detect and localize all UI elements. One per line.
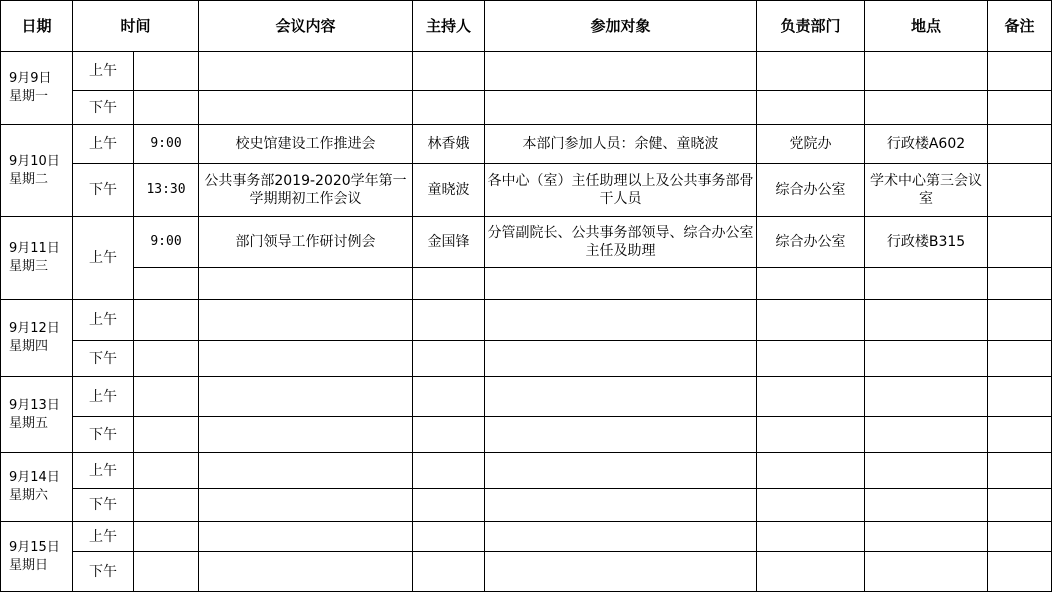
date-cell	[1, 125, 73, 217]
content-cell	[199, 91, 413, 125]
period-am: 上午	[73, 300, 134, 341]
date-cell	[1, 453, 73, 522]
department-cell	[757, 552, 865, 592]
table-row	[1, 489, 1052, 522]
department-cell: 综合办公室	[757, 217, 865, 268]
period-pm: 下午	[73, 489, 134, 522]
time-cell: 9:00	[134, 217, 199, 268]
date-label: 9月13日	[9, 397, 60, 413]
table-row	[1, 417, 1052, 453]
weekday-label: 星期日	[9, 557, 49, 573]
weekday-label: 星期一	[9, 89, 49, 104]
host-cell	[413, 377, 485, 417]
location-cell	[865, 268, 988, 300]
header-time: 时间	[73, 1, 199, 52]
time-cell	[134, 489, 199, 522]
notes-cell	[988, 300, 1052, 341]
table-row	[1, 217, 1052, 268]
table-row	[1, 552, 1052, 592]
weekday-label: 星期六	[9, 488, 49, 503]
host-cell	[413, 52, 485, 91]
participants-cell: 分管副院长、公共事务部领导、综合办公室主任及助理	[485, 217, 757, 268]
table-row	[1, 300, 1052, 341]
date-cell	[1, 300, 73, 377]
period-pm: 下午	[73, 552, 134, 592]
content-cell	[199, 453, 413, 489]
notes-cell	[988, 91, 1052, 125]
host-cell	[413, 522, 485, 552]
weekday-label: 星期三	[9, 259, 49, 274]
header-participants: 参加对象	[485, 1, 757, 52]
time-cell	[134, 522, 199, 552]
time-cell	[134, 453, 199, 489]
header-date: 日期	[1, 1, 73, 52]
location-cell	[865, 453, 988, 489]
content-cell	[199, 417, 413, 453]
host-cell	[413, 268, 485, 300]
department-cell	[757, 341, 865, 377]
weekday-label: 星期二	[9, 171, 49, 187]
participants-cell: 本部门参加人员：余健、童晓波	[485, 125, 757, 164]
content-cell	[199, 300, 413, 341]
host-cell	[413, 300, 485, 341]
period-pm: 下午	[73, 164, 134, 217]
time-cell	[134, 417, 199, 453]
notes-cell	[988, 489, 1052, 522]
period-am: 上午	[73, 377, 134, 417]
department-cell	[757, 268, 865, 300]
date-label: 9月14日	[9, 470, 60, 485]
period-pm: 下午	[73, 91, 134, 125]
table-row	[1, 52, 1052, 91]
date-label: 9月9日	[9, 71, 52, 86]
notes-cell	[988, 217, 1052, 268]
location-cell	[865, 52, 988, 91]
date-label: 9月15日	[9, 539, 60, 555]
table-row	[1, 522, 1052, 552]
content-cell	[199, 489, 413, 522]
host-cell	[413, 417, 485, 453]
host-cell	[413, 341, 485, 377]
table-row	[1, 453, 1052, 489]
department-cell: 综合办公室	[757, 164, 865, 217]
time-cell	[134, 377, 199, 417]
date-cell	[1, 522, 73, 592]
header-department: 负责部门	[757, 1, 865, 52]
date-label: 9月10日	[9, 153, 60, 169]
header-content: 会议内容	[199, 1, 413, 52]
location-cell	[865, 417, 988, 453]
content-cell: 部门领导工作研讨例会	[199, 217, 413, 268]
department-cell	[757, 453, 865, 489]
content-cell	[199, 52, 413, 91]
content-cell	[199, 377, 413, 417]
host-cell: 林香娥	[413, 125, 485, 164]
location-cell	[865, 377, 988, 417]
date-cell	[1, 217, 73, 300]
time-cell: 13:30	[134, 164, 199, 217]
header-notes: 备注	[988, 1, 1052, 52]
header-row	[1, 1, 1052, 52]
notes-cell	[988, 522, 1052, 552]
table-row	[1, 341, 1052, 377]
participants-cell	[485, 52, 757, 91]
location-cell: 行政楼B315	[865, 217, 988, 268]
participants-cell	[485, 522, 757, 552]
participants-cell	[485, 489, 757, 522]
content-cell	[199, 552, 413, 592]
participants-cell	[485, 552, 757, 592]
location-cell	[865, 522, 988, 552]
participants-cell	[485, 377, 757, 417]
time-cell	[134, 552, 199, 592]
location-cell	[865, 341, 988, 377]
content-cell: 校史馆建设工作推进会	[199, 125, 413, 164]
location-cell: 行政楼A602	[865, 125, 988, 164]
period-pm: 下午	[73, 417, 134, 453]
date-cell	[1, 52, 73, 125]
participants-cell	[485, 91, 757, 125]
location-cell	[865, 300, 988, 341]
host-cell	[413, 489, 485, 522]
department-cell	[757, 52, 865, 91]
period-am: 上午	[73, 453, 134, 489]
notes-cell	[988, 377, 1052, 417]
notes-cell	[988, 268, 1052, 300]
department-cell	[757, 91, 865, 125]
notes-cell	[988, 417, 1052, 453]
weekday-label: 星期四	[9, 339, 49, 354]
participants-cell	[485, 268, 757, 300]
host-cell	[413, 552, 485, 592]
location-cell	[865, 91, 988, 125]
date-cell	[1, 377, 73, 453]
participants-cell: 各中心（室）主任助理以上及公共事务部骨干人员	[485, 164, 757, 217]
period-am: 上午	[73, 125, 134, 164]
department-cell	[757, 300, 865, 341]
notes-cell	[988, 453, 1052, 489]
notes-cell	[988, 52, 1052, 91]
period-am: 上午	[73, 522, 134, 552]
date-label: 9月12日	[9, 321, 60, 336]
header-host: 主持人	[413, 1, 485, 52]
period-pm: 下午	[73, 341, 134, 377]
participants-cell	[485, 453, 757, 489]
host-cell	[413, 453, 485, 489]
header-location: 地点	[865, 1, 988, 52]
notes-cell	[988, 552, 1052, 592]
period-am: 上午	[73, 217, 134, 300]
participants-cell	[485, 341, 757, 377]
department-cell	[757, 489, 865, 522]
time-cell	[134, 91, 199, 125]
content-cell	[199, 268, 413, 300]
notes-cell	[988, 164, 1052, 217]
notes-cell	[988, 125, 1052, 164]
participants-cell	[485, 417, 757, 453]
weekday-label: 星期五	[9, 415, 49, 431]
department-cell: 党院办	[757, 125, 865, 164]
location-cell: 学术中心第三会议室	[865, 164, 988, 217]
time-cell	[134, 52, 199, 91]
location-cell	[865, 552, 988, 592]
content-cell	[199, 341, 413, 377]
period-am: 上午	[73, 52, 134, 91]
content-cell	[199, 522, 413, 552]
host-cell	[413, 91, 485, 125]
notes-cell	[988, 341, 1052, 377]
table-row	[1, 268, 1052, 300]
time-cell	[134, 268, 199, 300]
host-cell: 童晓波	[413, 164, 485, 217]
department-cell	[757, 522, 865, 552]
location-cell	[865, 489, 988, 522]
time-cell	[134, 300, 199, 341]
table-row	[1, 377, 1052, 417]
department-cell	[757, 377, 865, 417]
time-cell: 9:00	[134, 125, 199, 164]
table-row	[1, 164, 1052, 217]
time-cell	[134, 341, 199, 377]
participants-cell	[485, 300, 757, 341]
host-cell: 金国锋	[413, 217, 485, 268]
department-cell	[757, 417, 865, 453]
table-row	[1, 125, 1052, 164]
date-label: 9月11日	[9, 241, 60, 256]
content-cell: 公共事务部2019-2020学年第一学期期初工作会议	[199, 164, 413, 217]
table-row	[1, 91, 1052, 125]
